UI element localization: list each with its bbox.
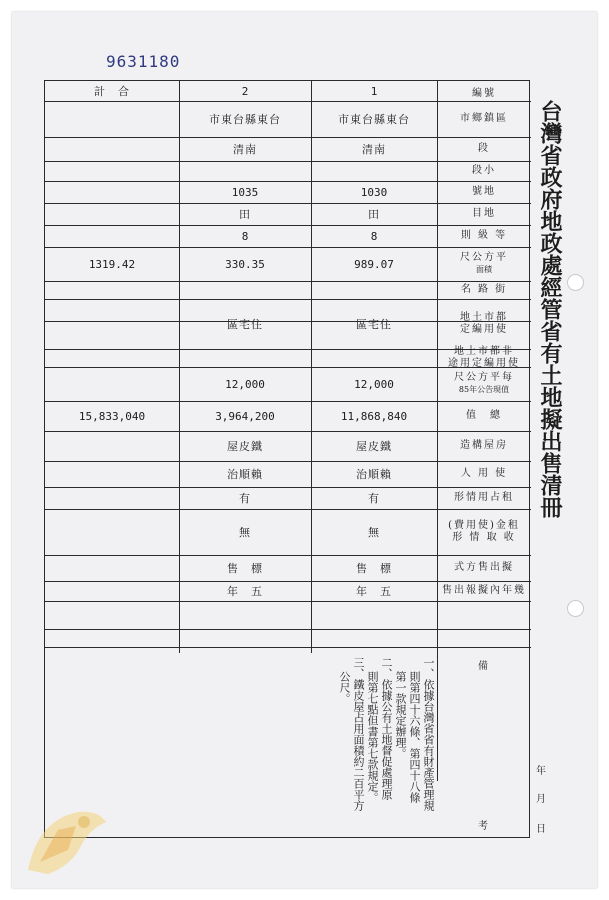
archive-logo-watermark (18, 800, 118, 880)
row-9-total (45, 299, 179, 349)
note-line-6: 三、鐵皮屋占用面積約二百平方 (352, 657, 365, 811)
row-label-text-line2: 定編用使 (460, 324, 508, 335)
row-label-text: (費用使)金租 (448, 520, 520, 531)
row-8-col-2 (179, 281, 311, 299)
row-10-col-2 (179, 349, 311, 367)
row-label-text: 式方售出擬 (454, 562, 514, 573)
row-2-label (437, 137, 531, 161)
row-label-text: 名 路 街 (460, 284, 508, 295)
row-15-label (437, 487, 531, 509)
row-5-total (45, 203, 179, 225)
row-6-total (45, 225, 179, 247)
note-line-1: 一、依據台灣省省有財產管理規 (422, 657, 435, 811)
note-line-4: 二、依據公有土地督促處理原 (380, 657, 393, 800)
header-total: 計 合 (94, 85, 130, 98)
row-6-col-1: 8 (370, 229, 378, 243)
row-label-text-line2: 形 情 取 收 (452, 532, 516, 543)
header-col-1: 1 (370, 84, 378, 98)
table-rule (45, 647, 531, 648)
row-13-label (437, 431, 531, 461)
row-5-label (437, 203, 531, 225)
header-col-2: 2 (241, 84, 249, 98)
row-9-col-1: 區宅住 (356, 318, 392, 331)
row-16-label (437, 509, 531, 555)
row-18-col-2: 年 五 (227, 585, 263, 598)
row-7-total: 1319.42 (88, 257, 136, 271)
date-month-label: 月 (536, 794, 550, 805)
row-12-total: 15,833,040 (78, 409, 146, 423)
row-14-label (437, 461, 531, 487)
row-4-label (437, 181, 531, 203)
row-18-total (45, 581, 179, 601)
row-2-col-2: 清南 (233, 143, 257, 156)
row-5-col-1: 田 (368, 208, 380, 221)
note-line-2: 則第四十六條、第四十八條 (408, 671, 421, 803)
date-year-label: 年 (536, 766, 550, 777)
row-10-col-1 (311, 349, 437, 367)
note-line-5: 則第七點但書第七款規定。 (366, 671, 379, 803)
table-rule (45, 629, 531, 630)
row-11-col-1: 12,000 (354, 377, 394, 391)
row-9-label (437, 299, 531, 349)
row-18-label (437, 581, 531, 601)
row-1-label (437, 101, 531, 137)
row-label-text: 值 總 (466, 410, 502, 421)
land-sale-register-table (44, 80, 530, 838)
row-17-label (437, 555, 531, 581)
note-line-7: 公尺。 (338, 671, 351, 704)
row-10-label (437, 346, 531, 369)
notes-header: 備 (478, 660, 490, 672)
row-3-label (437, 161, 531, 181)
row-15-col-1: 有 (368, 492, 380, 505)
punch-hole-bottom (567, 600, 584, 617)
row-11-col-2: 12,000 (225, 377, 265, 391)
punch-hole-top (567, 274, 584, 291)
row-7-col-2: 330.35 (225, 257, 265, 271)
table-rule (45, 601, 531, 602)
row-9-col-2: 區宅住 (227, 318, 263, 331)
row-label-text: 則 級 等 (460, 230, 508, 241)
row-14-col-2: 治順賴 (227, 468, 263, 481)
row-13-total (45, 431, 179, 461)
row-7-label (437, 247, 531, 281)
row-label-text: 形情用占租 (454, 492, 514, 503)
row-4-col-1: 1030 (360, 185, 388, 199)
row-1-col-2: 市東台縣東台 (209, 113, 281, 126)
row-label-text: 人 用 使 (460, 468, 508, 479)
row-label-text: 目地 (472, 208, 496, 219)
row-8-col-1 (311, 281, 437, 299)
row-label-text: 市鄉鎮區 (460, 113, 508, 124)
row-label-text: 地土市都 (460, 312, 508, 323)
row-7-col-1: 989.07 (354, 257, 394, 271)
row-17-col-2: 售 標 (227, 562, 263, 575)
row-3-col-2 (179, 161, 311, 181)
row-16-col-2: 無 (239, 526, 251, 539)
document-number: 9631180 (106, 52, 181, 71)
row-5-col-2: 田 (239, 208, 251, 221)
row-3-col-1 (311, 161, 437, 181)
row-17-col-1: 售 標 (356, 562, 392, 575)
row-10-total (45, 349, 179, 367)
row-4-total (45, 181, 179, 203)
row-12-label (437, 401, 531, 431)
row-14-col-1: 治順賴 (356, 468, 392, 481)
row-13-col-2: 屋皮鐵 (227, 440, 263, 453)
row-8-label (437, 281, 531, 299)
row-label-text: 段 (478, 143, 490, 154)
row-label-text: 地土市都非 (454, 346, 514, 357)
row-2-col-1: 清南 (362, 143, 386, 156)
row-label-subtext: 面積 (476, 265, 492, 274)
row-13-col-1: 屋皮鐵 (356, 440, 392, 453)
row-label-text: 造構屋房 (460, 440, 508, 451)
row-12-col-2: 3,964,200 (215, 409, 275, 423)
row-label-text: 尺公方平 (460, 252, 508, 263)
note-line-3: 第一款規定辦理。 (394, 671, 407, 759)
row-8-total (45, 281, 179, 299)
row-3-total (45, 161, 179, 181)
row-12-col-1: 11,868,840 (340, 409, 408, 423)
row-label-subtext: 85年公告現值 (458, 385, 510, 394)
row-11-total (45, 367, 179, 401)
row-label-text: 售出報擬內年幾 (442, 585, 526, 596)
document-title: 台灣省政府地政處經管省有土地擬出售清冊 (537, 100, 563, 518)
notes-footer: 考 (478, 820, 490, 832)
row-6-label (437, 225, 531, 247)
row-1-col-1: 市東台縣東台 (338, 113, 410, 126)
row-label-text: 段小 (472, 165, 496, 176)
row-17-total (45, 555, 179, 581)
row-label-text: 號地 (472, 186, 496, 197)
row-4-col-2: 1035 (231, 185, 259, 199)
date-day-label: 日 (536, 824, 550, 835)
row-2-total (45, 137, 179, 161)
row-14-total (45, 461, 179, 487)
row-15-col-2: 有 (239, 492, 251, 505)
row-label-text: 尺公方平每 (454, 372, 514, 383)
header-label: 編號 (472, 87, 496, 99)
row-11-label (437, 367, 531, 401)
row-16-total (45, 509, 179, 555)
row-6-col-2: 8 (241, 229, 249, 243)
row-label-text-line2: 途用定編用使 (448, 358, 520, 369)
row-1-total (45, 101, 179, 137)
row-16-col-1: 無 (368, 526, 380, 539)
row-15-total (45, 487, 179, 509)
row-18-col-1: 年 五 (356, 585, 392, 598)
